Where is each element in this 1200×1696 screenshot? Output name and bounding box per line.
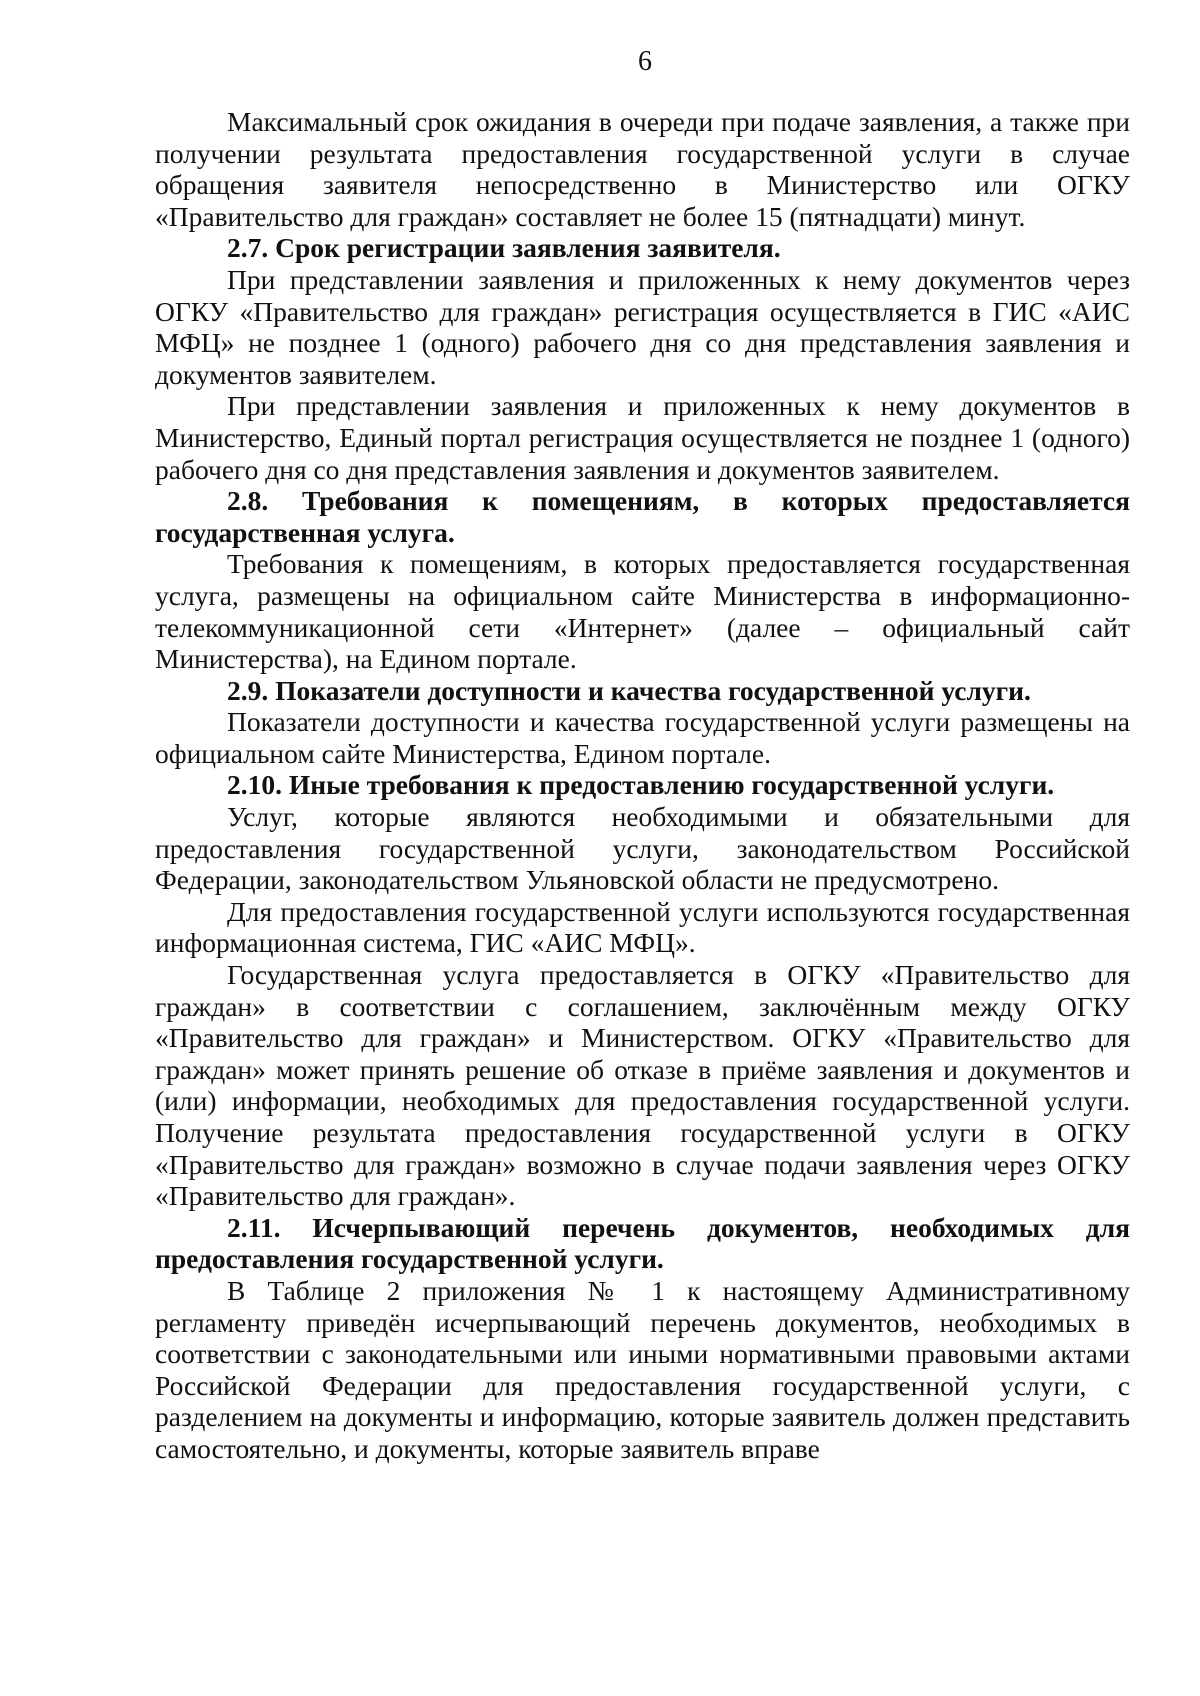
- paragraph-premises: Требования к помещениям, в которых предоставляется государственная услуга, размещены на официальном сайте Министерства в информационно-телекоммуникационной сети «Интернет» (далее – официальный сайт Министерства), на Едином портале.: [155, 548, 1130, 675]
- paragraph-registration-ministry: При представлении заявления и приложенных к нему документов в Министерство, Единый портал регистрация осуществляется не позднее 1 (одного) рабочего дня со дня представления заявления и документов заявителем.: [155, 390, 1130, 485]
- paragraph-accessibility: Показатели доступности и качества государственной услуги размещены на официальном сайте Министерства, Едином портале.: [155, 706, 1130, 769]
- paragraph-registration-mfc: При представлении заявления и приложенных к нему документов через ОГКУ «Правительство для граждан» регистрация осуществляется в ГИС «АИС МФЦ» не позднее 1 (одного) рабочего дня со дня представления заявления и документов заявителем.: [155, 263, 1130, 390]
- heading-2-7: 2.7. Срок регистрации заявления заявителя.: [227, 232, 781, 264]
- paragraph-mfc-agreement: Государственная услуга предоставляется в ОГКУ «Правительство для граждан» в соответствии с соглашением, заключённым между ОГКУ «Правительство для граждан» и Министерством. ОГКУ «Правительство для граждан» может принять решение об отказе в приёме заявления и документов и (или) информации, необходимых для предоставления государственной услуги. Получение результата предоставления государственной услуги в ОГКУ «Правительство для граждан» возможно в случае подачи заявления через ОГКУ «Правительство для граждан».: [155, 959, 1130, 1212]
- paragraph-documents-list: В Таблице 2 приложения № 1 к настоящему Административному регламенту приведён исчерпывающий перечень документов, необходимых в соответствии с законодательными или иными нормативными правовыми актами Российской Федерации для предоставления государственной услуги, с разделением на документы и информацию, которые заявитель должен представить самостоятельно, и документы, которые заявитель вправе: [155, 1274, 1130, 1464]
- paragraph-required-services: Услуг, которые являются необходимыми и обязательными для предоставления государственной услуги, законодательством Российской Федерации, законодательством Ульяновской области не предусмотрено.: [155, 801, 1130, 896]
- heading-2-9: 2.9. Показатели доступности и качества государственной услуги.: [227, 674, 1031, 706]
- heading-2-10: 2.10. Иные требования к предоставлению государственной услуги.: [227, 769, 1055, 801]
- page-number: 6: [638, 46, 652, 77]
- heading-2-8: 2.8. Требования к помещениям, в которых предоставляется государственная услуга.: [155, 485, 1130, 548]
- heading-2-11: 2.11. Исчерпывающий перечень документов, необходимых для предоставления государственной услуги.: [155, 1211, 1130, 1275]
- document-body: [155, 106, 1130, 1465]
- paragraph-queue-time: Максимальный срок ожидания в очереди при подаче заявления, а также при получении результата предоставления государственной услуги в случае обращения заявителя непосредственно в Министерство или ОГКУ «Правительство для граждан» составляет не более 15 (пятнадцати) минут.: [155, 106, 1130, 232]
- paragraph-information-system: Для предоставления государственной услуги используются государственная информационная система, ГИС «АИС МФЦ».: [155, 895, 1130, 959]
